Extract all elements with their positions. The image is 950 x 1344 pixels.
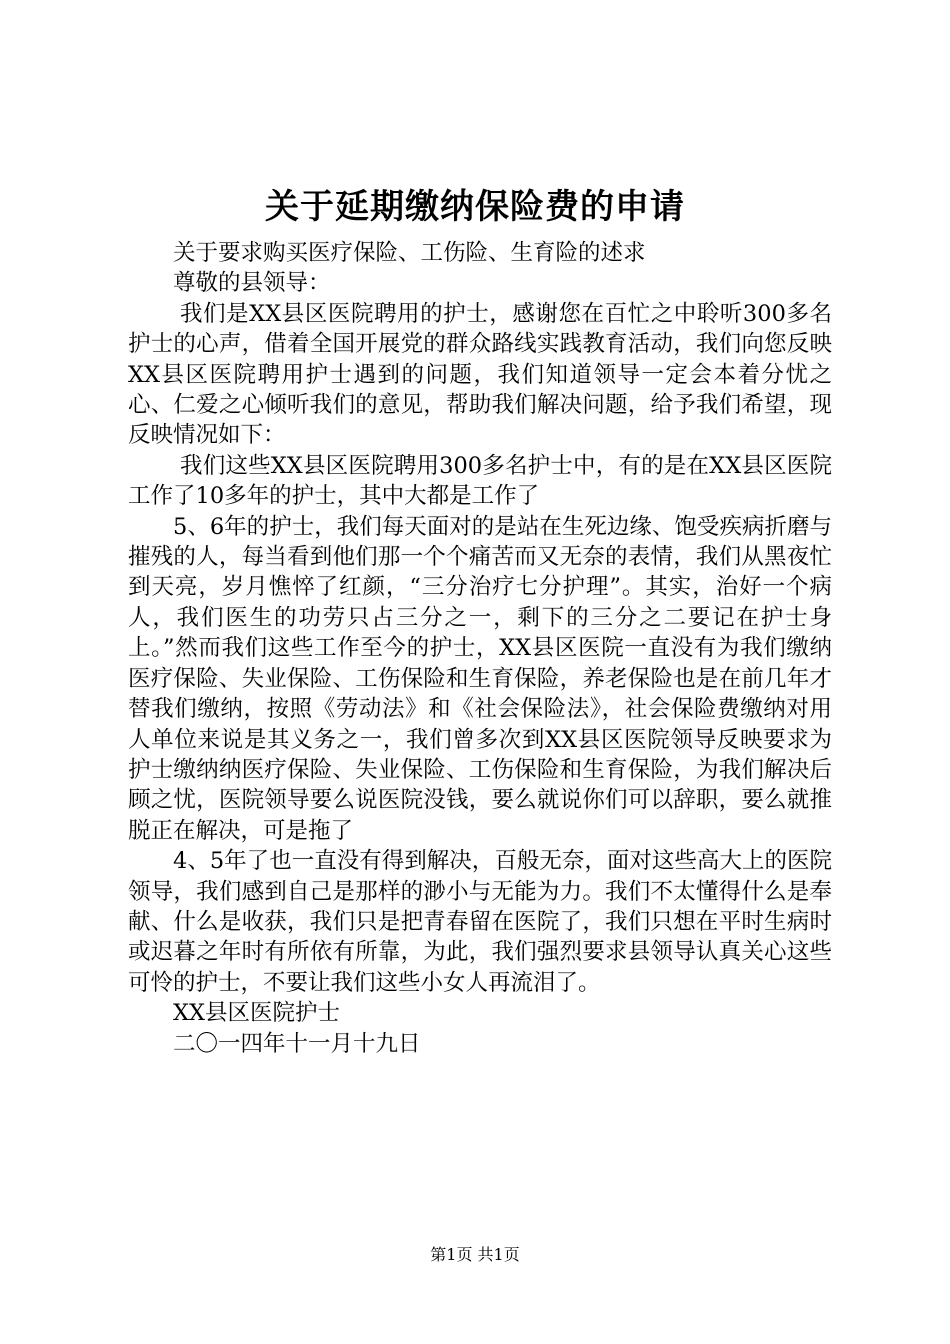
signature: XX县区医院护士	[173, 1000, 341, 1027]
paragraph: 我们是XX县区医院聘用的护士，感谢您在百忙之中聆听300多名护士的心声，借着全国开展党的群众路线实践教育活动，我们向您反映XX县区医院聘用护士遇到的问题，我们知道领导一定会本着分忧之心、仁爱之心倾听我们的意见，帮助我们解决问题，给予我们希望，现反映情况如下：	[128, 300, 832, 449]
date: 二〇一四年十一月十九日	[173, 1030, 421, 1057]
page-footer: 第1页 共1页	[430, 1245, 520, 1264]
document-subtitle: 关于要求购买医疗保险、工伤险、生育险的述求	[173, 240, 646, 266]
document-title: 关于延期缴纳保险费的申请	[265, 187, 685, 227]
document-body	[128, 238, 832, 1059]
salutation: 尊敬的县领导：	[173, 270, 331, 297]
paragraph: 5、6年的护士，我们每天面对的是站在生死边缘、饱受疾病折磨与摧残的人，每当看到他们那一个个痛苦而又无奈的表情，我们从黑夜忙到天亮，岁月憔悴了红颜，“三分治疗七分护理”。其实，治好一个病人，我们医生的功劳只占三分之一，剩下的三分之二要记在护士身上。”然而我们这些工作至今的护士，XX县区医院一直没有为我们缴纳医疗保险、失业保险、工伤保险和生育保险，养老保险也是在前几年才替我们缴纳，按照《劳动法》和《社会保险法》，社会保险费缴纳对用人单位来说是其义务之一，我们曾多次到XX县区医院领导反映要求为护士缴纳纳医疗保险、失业保险、工伤保险和生育保险，为我们解决后顾之忧，医院领导要么说医院没钱，要么就说你们可以辞职，要么就推脱正在解决，可是拖了	[128, 513, 832, 844]
paragraph: 我们这些XX县区医院聘用300多名护士中，有的是在XX县区医院工作了10多年的护士，其中大都是工作了	[128, 452, 832, 510]
paragraph: 4、5年了也一直没有得到解决，百般无奈，面对这些高大上的医院领导，我们感到自己是那样的渺小与无能为力。我们不太懂得什么是奉献、什么是收获，我们只是把青春留在医院了，我们只想在平时生病时或迟暮之年时有所依有所靠，为此，我们强烈要求县领导认真关心这些可怜的护士，不要让我们这些小女人再流泪了。	[128, 848, 832, 996]
